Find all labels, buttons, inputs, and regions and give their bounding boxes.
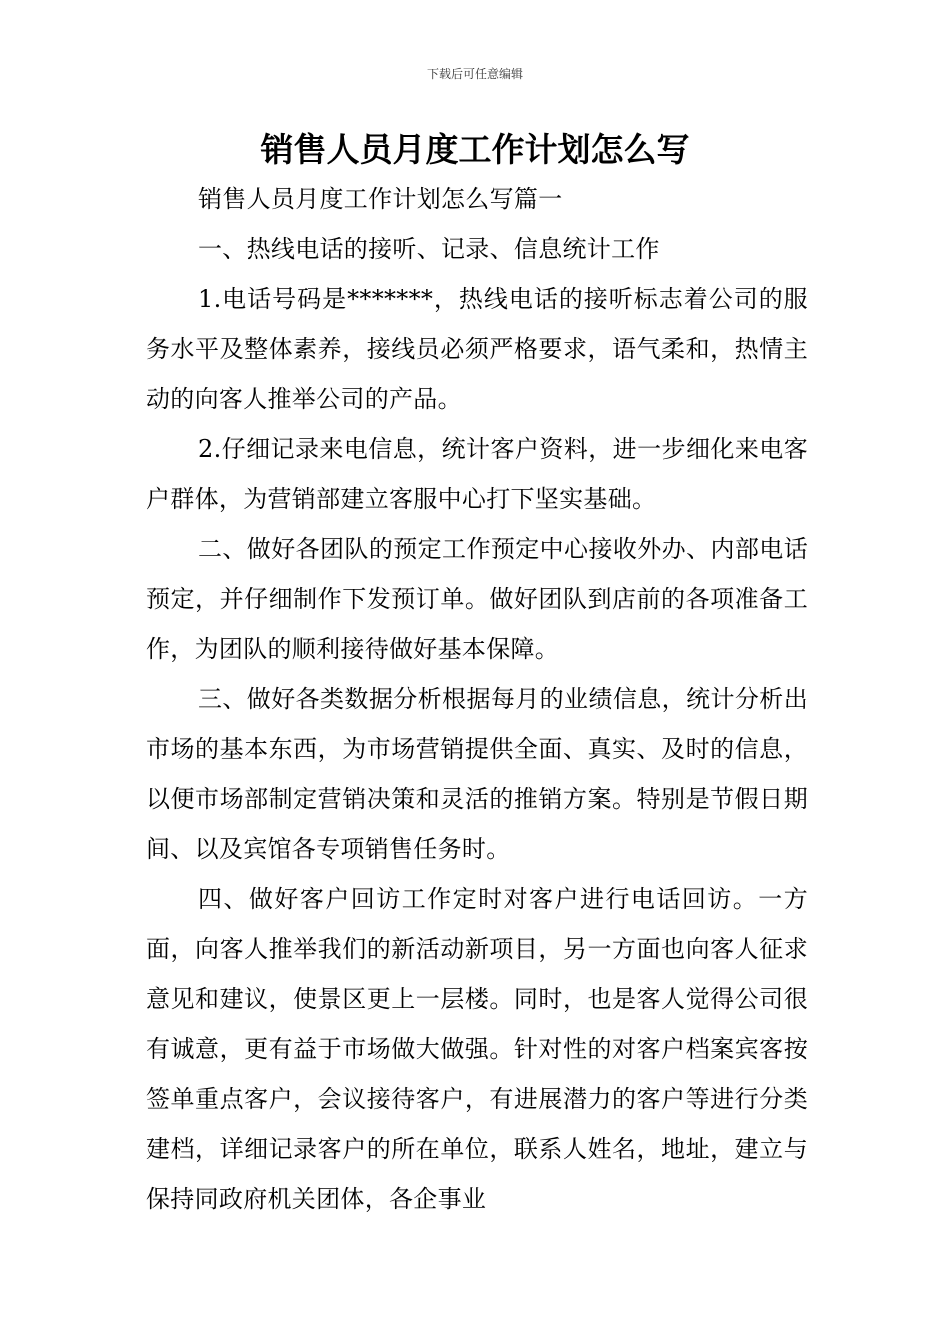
header-note: 下载后可任意编辑 [426,67,523,81]
paragraph-team-booking: 二、做好各团队的预定工作预定中心接收外办、内部电话预定，并仔细制作下发预订单。做好团队到店前的各项准备工作，为团队的顺利接待做好基本保障。 [146,535,808,663]
paragraph-call-records: 2.仔细记录来电信息，统计客户资料，进一步细化来电客户群体，为营销部建立客服中心打下坚实基础。 [146,435,808,513]
paragraph-data-analysis: 三、做好各类数据分析根据每月的业绩信息，统计分析出市场的基本东西，为市场营销提供全面、真实、及时的信息，以便市场部制定营销决策和灵活的推销方案。特别是节假日期间、以及宾馆各专项销售任务时。 [146,685,808,863]
document-body [146,174,808,1224]
paragraph-customer-followup: 四、做好客户回访工作定时对客户进行电话回访。一方面，向客人推举我们的新活动新项目，另一方面也向客人征求意见和建议，使景区更上一层楼。同时，也是客人觉得公司很有诚意，更有益于市场做大做强。针对性的对客户档案宾客按签单重点客户，会议接待客户，有进展潜力的客户等进行分类建档，详细记录客户的所在单位，联系人姓名，地址，建立与保持同政府机关团体，各企事业 [146,885,808,1213]
section-heading-hotline: 一、热线电话的接听、记录、信息统计工作 [198,235,660,263]
section-heading-plan-one: 销售人员月度工作计划怎么写篇一 [198,185,563,213]
paragraph-hotline-answering: 1.电话号码是*******，热线电话的接听标志着公司的服务水平及整体素养，接线员必须严格要求，语气柔和，热情主动的向客人推举公司的产品。 [146,285,808,413]
document-title: 销售人员月度工作计划怎么写 [260,130,690,169]
